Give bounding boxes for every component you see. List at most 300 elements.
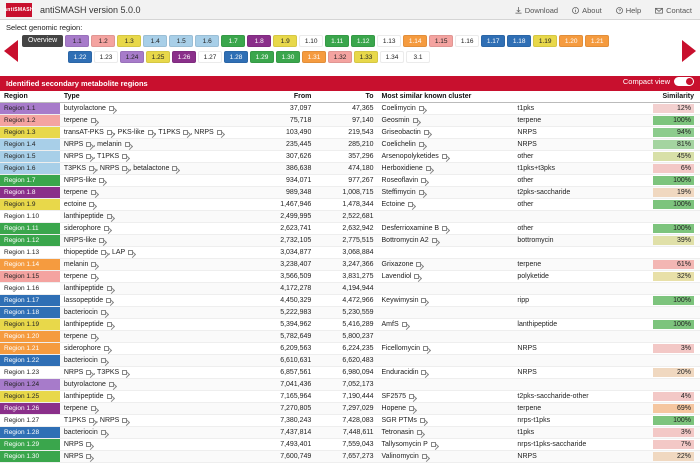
known-cluster-link[interactable]: Tallysomycin P bbox=[381, 441, 428, 448]
external-link-icon[interactable] bbox=[91, 274, 96, 279]
region-chip-1.28[interactable]: 1.28 bbox=[224, 51, 248, 63]
table-row[interactable] bbox=[0, 415, 700, 427]
region-chip-1.19[interactable]: 1.19 bbox=[533, 35, 557, 47]
from-cell: 5,394,962 bbox=[251, 319, 315, 331]
region-cell[interactable] bbox=[0, 307, 60, 319]
region-link-region-1.12[interactable]: Region 1.12 bbox=[0, 235, 60, 246]
region-cell[interactable] bbox=[0, 187, 60, 199]
similarity-cell bbox=[649, 451, 700, 463]
region-cell[interactable] bbox=[0, 415, 60, 427]
region-cell[interactable] bbox=[0, 379, 60, 391]
known-cluster-link[interactable]: Geosmin bbox=[381, 117, 410, 124]
region-link-region-1.7[interactable]: Region 1.7 bbox=[0, 175, 60, 186]
table-row[interactable] bbox=[0, 175, 700, 187]
to-cell: 1,478,344 bbox=[315, 199, 377, 211]
known-cluster-cell bbox=[378, 259, 514, 271]
region-link-region-1.6[interactable]: Region 1.6 bbox=[0, 163, 60, 174]
external-link-icon[interactable] bbox=[109, 382, 114, 387]
table-row[interactable] bbox=[0, 343, 700, 355]
to-cell: 6,224,235 bbox=[315, 343, 377, 355]
to-cell: 2,522,681 bbox=[315, 211, 377, 223]
previous-region-arrow[interactable] bbox=[4, 40, 18, 62]
region-chip-1.4[interactable]: 1.4 bbox=[143, 35, 167, 47]
region-chip-1.18[interactable]: 1.18 bbox=[507, 35, 531, 47]
nav-download[interactable] bbox=[515, 6, 558, 15]
region-chip-1.23[interactable]: 1.23 bbox=[94, 51, 118, 63]
external-link-icon[interactable] bbox=[413, 118, 418, 123]
external-link-icon[interactable] bbox=[148, 130, 153, 135]
type-cell bbox=[60, 115, 251, 127]
external-link-icon[interactable] bbox=[104, 346, 109, 351]
table-row[interactable] bbox=[0, 151, 700, 163]
from-cell: 6,610,631 bbox=[251, 355, 315, 367]
cluster-type-cell: NRPS bbox=[513, 451, 649, 463]
known-cluster-cell bbox=[378, 415, 514, 427]
known-cluster-link[interactable]: Griseobactin bbox=[381, 129, 421, 136]
external-link-icon[interactable] bbox=[172, 166, 177, 171]
external-link-icon[interactable] bbox=[442, 226, 447, 231]
to-cell: 357,296 bbox=[315, 151, 377, 163]
region-cell[interactable] bbox=[0, 259, 60, 271]
info-icon bbox=[572, 7, 579, 14]
external-link-icon[interactable] bbox=[89, 166, 94, 171]
table-row[interactable] bbox=[0, 211, 700, 223]
region-link-region-1.21[interactable]: Region 1.21 bbox=[0, 343, 60, 354]
region-link-region-1.25[interactable]: Region 1.25 bbox=[0, 391, 60, 402]
similarity-cell bbox=[649, 415, 700, 427]
region-chip-1.30[interactable]: 1.30 bbox=[276, 51, 300, 63]
table-row[interactable] bbox=[0, 307, 700, 319]
to-cell: 5,230,559 bbox=[315, 307, 377, 319]
type-cell bbox=[60, 295, 251, 307]
type-cell bbox=[60, 427, 251, 439]
region-cell[interactable] bbox=[0, 283, 60, 295]
similarity-cell bbox=[649, 235, 700, 247]
region-link-region-1.18[interactable]: Region 1.18 bbox=[0, 307, 60, 318]
external-link-icon[interactable] bbox=[107, 130, 112, 135]
region-chip-1.6[interactable]: 1.6 bbox=[195, 35, 219, 47]
external-link-icon[interactable] bbox=[91, 334, 96, 339]
table-row[interactable] bbox=[0, 139, 700, 151]
overview-button[interactable]: Overview bbox=[22, 35, 63, 47]
external-link-icon[interactable] bbox=[402, 322, 407, 327]
region-link-region-1.3[interactable]: Region 1.3 bbox=[0, 127, 60, 138]
region-chip-1.9[interactable]: 1.9 bbox=[273, 35, 297, 47]
similarity-cell bbox=[649, 103, 700, 115]
known-cluster-link[interactable]: Lavendiol bbox=[381, 273, 412, 280]
table-row[interactable] bbox=[0, 379, 700, 391]
region-chip-1.33[interactable]: 1.33 bbox=[354, 51, 378, 63]
compact-view-toggle[interactable] bbox=[674, 77, 694, 86]
similarity-badge: 3% bbox=[653, 428, 694, 437]
nav-help[interactable] bbox=[616, 6, 641, 15]
region-link-region-1.15[interactable]: Region 1.15 bbox=[0, 271, 60, 282]
known-cluster-cell bbox=[378, 379, 514, 391]
type-cell bbox=[60, 271, 251, 283]
external-link-icon[interactable] bbox=[91, 118, 96, 123]
external-link-icon[interactable] bbox=[421, 370, 426, 375]
cluster-type-cell: t1pks bbox=[513, 427, 649, 439]
region-chip-1.8[interactable]: 1.8 bbox=[247, 35, 271, 47]
external-link-icon[interactable] bbox=[86, 142, 91, 147]
region-chip-1.17[interactable]: 1.17 bbox=[481, 35, 505, 47]
region-chip-1.1[interactable]: 1.1 bbox=[65, 35, 89, 47]
known-cluster-link[interactable]: Hopene bbox=[381, 405, 407, 412]
table-row[interactable] bbox=[0, 391, 700, 403]
top-navigation bbox=[515, 0, 692, 20]
external-link-icon[interactable] bbox=[431, 442, 436, 447]
external-link-icon[interactable] bbox=[432, 238, 437, 243]
region-cell[interactable] bbox=[0, 175, 60, 187]
external-link-icon[interactable] bbox=[421, 298, 426, 303]
table-row[interactable] bbox=[0, 367, 700, 379]
external-link-icon[interactable] bbox=[408, 202, 413, 207]
table-row[interactable] bbox=[0, 187, 700, 199]
region-cell[interactable] bbox=[0, 127, 60, 139]
region-link-region-1.23[interactable]: Region 1.23 bbox=[0, 367, 60, 378]
region-chip-3.1[interactable]: 3.1 bbox=[406, 51, 430, 63]
type-cell bbox=[60, 391, 251, 403]
region-cell[interactable] bbox=[0, 103, 60, 115]
external-link-icon[interactable] bbox=[86, 442, 91, 447]
type-label: bacteriocin bbox=[63, 357, 98, 364]
region-cell[interactable] bbox=[0, 235, 60, 247]
region-chip-1.34[interactable]: 1.34 bbox=[380, 51, 404, 63]
cluster-type-cell: lanthipeptide bbox=[513, 319, 649, 331]
external-link-icon[interactable] bbox=[419, 142, 424, 147]
known-cluster-cell bbox=[378, 355, 514, 367]
external-link-icon[interactable] bbox=[104, 226, 109, 231]
region-chip-1.3[interactable]: 1.3 bbox=[117, 35, 141, 47]
table-row[interactable] bbox=[0, 319, 700, 331]
type-cell bbox=[60, 319, 251, 331]
region-cell[interactable] bbox=[0, 331, 60, 343]
table-row[interactable] bbox=[0, 115, 700, 127]
known-cluster-link[interactable]: Roseoflavin bbox=[381, 177, 419, 184]
nav-about[interactable] bbox=[572, 6, 602, 15]
to-cell: 3,831,275 bbox=[315, 271, 377, 283]
mail-icon bbox=[655, 7, 663, 14]
external-link-icon[interactable] bbox=[414, 274, 419, 279]
external-link-icon[interactable] bbox=[128, 250, 133, 255]
region-link-region-1.16[interactable]: Region 1.16 bbox=[0, 283, 60, 294]
region-cell[interactable] bbox=[0, 343, 60, 355]
header-type: Type bbox=[60, 91, 251, 103]
similarity-cell bbox=[649, 355, 700, 367]
table-row[interactable] bbox=[0, 403, 700, 415]
similarity-cell bbox=[649, 175, 700, 187]
type-cell bbox=[60, 235, 251, 247]
region-chip-1.25[interactable]: 1.25 bbox=[146, 51, 170, 63]
known-cluster-cell bbox=[378, 319, 514, 331]
external-link-icon[interactable] bbox=[91, 262, 96, 267]
table-row[interactable] bbox=[0, 271, 700, 283]
table-row[interactable] bbox=[0, 451, 700, 463]
region-select-label: Select genomic region: bbox=[6, 23, 83, 32]
region-chip-1.29[interactable]: 1.29 bbox=[250, 51, 274, 63]
type-cell bbox=[60, 187, 251, 199]
external-link-icon[interactable] bbox=[107, 286, 112, 291]
table-row[interactable] bbox=[0, 355, 700, 367]
region-chip-1.12[interactable]: 1.12 bbox=[351, 35, 375, 47]
region-cell[interactable] bbox=[0, 271, 60, 283]
region-cell[interactable] bbox=[0, 211, 60, 223]
cluster-type-cell: t1pks+t3pks bbox=[513, 163, 649, 175]
external-link-icon[interactable] bbox=[122, 166, 127, 171]
external-link-icon[interactable] bbox=[426, 166, 431, 171]
type-cell bbox=[60, 355, 251, 367]
known-cluster-link[interactable]: Ectoine bbox=[381, 201, 405, 208]
region-cell[interactable] bbox=[0, 151, 60, 163]
region-chip-1.24[interactable]: 1.24 bbox=[120, 51, 144, 63]
to-cell: 5,416,289 bbox=[315, 319, 377, 331]
region-chip-1.2[interactable]: 1.2 bbox=[91, 35, 115, 47]
table-row[interactable] bbox=[0, 103, 700, 115]
region-cell[interactable] bbox=[0, 391, 60, 403]
external-link-icon[interactable] bbox=[106, 298, 111, 303]
region-cell[interactable] bbox=[0, 295, 60, 307]
known-cluster-link[interactable]: Valinomycin bbox=[381, 453, 419, 460]
external-link-icon[interactable] bbox=[183, 130, 188, 135]
region-cell[interactable] bbox=[0, 199, 60, 211]
known-cluster-link[interactable]: Grixazone bbox=[381, 261, 414, 268]
external-link-icon[interactable] bbox=[89, 202, 94, 207]
region-link-region-1.5[interactable]: Region 1.5 bbox=[0, 151, 60, 162]
region-link-region-1.19[interactable]: Region 1.19 bbox=[0, 319, 60, 330]
known-cluster-cell bbox=[378, 283, 514, 295]
external-link-icon[interactable] bbox=[420, 418, 425, 423]
external-link-icon[interactable] bbox=[423, 346, 428, 351]
nav-contact[interactable] bbox=[655, 6, 692, 15]
known-cluster-link[interactable]: Desferrioxamine B bbox=[381, 225, 440, 232]
region-cell[interactable] bbox=[0, 247, 60, 259]
region-link-region-1.26[interactable]: Region 1.26 bbox=[0, 403, 60, 414]
antismash-logo[interactable]: antiSMASH bbox=[6, 3, 32, 17]
region-link-region-1.9[interactable]: Region 1.9 bbox=[0, 199, 60, 210]
similarity-badge: 100% bbox=[653, 116, 694, 125]
similarity-badge: 81% bbox=[653, 140, 694, 149]
region-cell[interactable] bbox=[0, 403, 60, 415]
to-cell: 7,559,043 bbox=[315, 439, 377, 451]
type-label: NRPS bbox=[63, 153, 84, 160]
region-chip-1.32[interactable]: 1.32 bbox=[328, 51, 352, 63]
region-link-region-1.8[interactable]: Region 1.8 bbox=[0, 187, 60, 198]
known-cluster-link[interactable]: Coelichelin bbox=[381, 141, 416, 148]
region-chip-1.13[interactable]: 1.13 bbox=[377, 35, 401, 47]
external-link-icon[interactable] bbox=[91, 406, 96, 411]
region-chip-1.7[interactable]: 1.7 bbox=[221, 35, 245, 47]
external-link-icon[interactable] bbox=[424, 130, 429, 135]
type-label: T3PKS bbox=[63, 165, 87, 172]
known-cluster-link[interactable]: Ficellomycin bbox=[381, 345, 421, 352]
type-label: butyrolactone bbox=[63, 381, 106, 388]
similarity-cell bbox=[649, 295, 700, 307]
similarity-cell bbox=[649, 427, 700, 439]
external-link-icon[interactable] bbox=[107, 394, 112, 399]
table-row[interactable] bbox=[0, 295, 700, 307]
cluster-type-cell bbox=[513, 331, 649, 343]
known-cluster-link[interactable]: Coelimycin bbox=[381, 105, 416, 112]
known-cluster-link[interactable]: Keywimysin bbox=[381, 297, 419, 304]
from-cell: 2,732,105 bbox=[251, 235, 315, 247]
known-cluster-link[interactable]: Arsenopolyketides bbox=[381, 153, 439, 160]
table-row[interactable] bbox=[0, 439, 700, 451]
region-chip-1.14[interactable]: 1.14 bbox=[403, 35, 427, 47]
known-cluster-link[interactable]: SF2575 bbox=[381, 393, 407, 400]
region-chip-1.26[interactable]: 1.26 bbox=[172, 51, 196, 63]
region-cell[interactable] bbox=[0, 427, 60, 439]
similarity-badge: 12% bbox=[653, 104, 694, 113]
similarity-badge: 100% bbox=[653, 296, 694, 305]
known-cluster-link[interactable]: Enduracidin bbox=[381, 369, 419, 376]
external-link-icon[interactable] bbox=[421, 178, 426, 183]
region-cell[interactable] bbox=[0, 451, 60, 463]
similarity-badge: 39% bbox=[653, 236, 694, 245]
region-chip-1.16[interactable]: 1.16 bbox=[455, 35, 479, 47]
known-cluster-cell bbox=[378, 367, 514, 379]
region-cell[interactable] bbox=[0, 439, 60, 451]
region-link-region-1.10[interactable]: Region 1.10 bbox=[0, 211, 60, 222]
region-cell[interactable] bbox=[0, 319, 60, 331]
nav-about-label: About bbox=[582, 5, 602, 15]
external-link-icon[interactable] bbox=[99, 178, 104, 183]
region-chip-1.21[interactable]: 1.21 bbox=[585, 35, 609, 47]
similarity-cell bbox=[649, 331, 700, 343]
region-link-region-1.2[interactable]: Region 1.2 bbox=[0, 115, 60, 126]
type-label: terpene bbox=[63, 333, 88, 340]
type-label: betalactone bbox=[133, 165, 170, 172]
known-cluster-cell bbox=[378, 235, 514, 247]
external-link-icon[interactable] bbox=[107, 214, 112, 219]
external-link-icon[interactable] bbox=[419, 190, 424, 195]
known-cluster-cell bbox=[378, 331, 514, 343]
external-link-icon[interactable] bbox=[442, 154, 447, 159]
table-row[interactable] bbox=[0, 199, 700, 211]
known-cluster-cell bbox=[378, 211, 514, 223]
type-label: terpene bbox=[63, 405, 88, 412]
external-link-icon[interactable] bbox=[89, 418, 94, 423]
to-cell: 7,448,611 bbox=[315, 427, 377, 439]
external-link-icon[interactable] bbox=[419, 106, 424, 111]
external-link-icon[interactable] bbox=[101, 430, 106, 435]
table-row[interactable] bbox=[0, 223, 700, 235]
region-cell[interactable] bbox=[0, 139, 60, 151]
region-chip-1.5[interactable]: 1.5 bbox=[169, 35, 193, 47]
next-region-arrow[interactable] bbox=[682, 40, 696, 62]
cluster-type-cell: terpene bbox=[513, 403, 649, 415]
external-link-icon[interactable] bbox=[91, 190, 96, 195]
external-link-icon[interactable] bbox=[122, 418, 127, 423]
table-row[interactable] bbox=[0, 283, 700, 295]
region-cell[interactable] bbox=[0, 223, 60, 235]
region-link-region-1.27[interactable]: Region 1.27 bbox=[0, 415, 60, 426]
region-link-region-1.1[interactable]: Region 1.1 bbox=[0, 103, 60, 114]
external-link-icon[interactable] bbox=[107, 322, 112, 327]
type-label: melanin bbox=[97, 141, 122, 148]
external-link-icon[interactable] bbox=[86, 454, 91, 459]
type-label: T1PKS bbox=[158, 129, 181, 136]
region-link-region-1.22[interactable]: Region 1.22 bbox=[0, 355, 60, 366]
table-row[interactable] bbox=[0, 247, 700, 259]
region-chip-1.27[interactable]: 1.27 bbox=[198, 51, 222, 63]
region-link-region-1.28[interactable]: Region 1.28 bbox=[0, 427, 60, 438]
table-row[interactable] bbox=[0, 427, 700, 439]
external-link-icon[interactable] bbox=[101, 310, 106, 315]
region-link-region-1.14[interactable]: Region 1.14 bbox=[0, 259, 60, 270]
known-cluster-link[interactable]: Herboxidiene bbox=[381, 165, 423, 172]
type-label: lassopeptide bbox=[63, 297, 104, 304]
external-link-icon[interactable] bbox=[109, 106, 114, 111]
table-row[interactable] bbox=[0, 127, 700, 139]
region-link-region-1.11[interactable]: Region 1.11 bbox=[0, 223, 60, 234]
external-link-icon[interactable] bbox=[101, 250, 106, 255]
known-cluster-link[interactable]: Bottromycin A2 bbox=[381, 237, 429, 244]
external-link-icon[interactable] bbox=[122, 154, 127, 159]
external-link-icon[interactable] bbox=[217, 130, 222, 135]
known-cluster-cell bbox=[378, 139, 514, 151]
external-link-icon[interactable] bbox=[409, 406, 414, 411]
region-chip-1.31[interactable]: 1.31 bbox=[302, 51, 326, 63]
known-cluster-cell bbox=[378, 427, 514, 439]
region-chip-1.22[interactable]: 1.22 bbox=[68, 51, 92, 63]
region-link-region-1.17[interactable]: Region 1.17 bbox=[0, 295, 60, 306]
type-cell: transAT-PKS , PKS-like , T1PKS , NRPS bbox=[60, 127, 251, 139]
region-cell[interactable] bbox=[0, 355, 60, 367]
known-cluster-cell bbox=[378, 151, 514, 163]
region-chip-1.10[interactable]: 1.10 bbox=[299, 35, 323, 47]
similarity-badge: 100% bbox=[653, 416, 694, 425]
to-cell: 7,428,083 bbox=[315, 415, 377, 427]
to-cell: 219,543 bbox=[315, 127, 377, 139]
region-link-region-1.30[interactable]: Region 1.30 bbox=[0, 451, 60, 462]
type-label: NRPS bbox=[99, 165, 120, 172]
known-cluster-cell bbox=[378, 199, 514, 211]
table-row[interactable] bbox=[0, 259, 700, 271]
region-chip-1.20[interactable]: 1.20 bbox=[559, 35, 583, 47]
known-cluster-link[interactable]: Tetronasin bbox=[381, 429, 414, 436]
region-link-region-1.29[interactable]: Region 1.29 bbox=[0, 439, 60, 450]
region-link-region-1.4[interactable]: Region 1.4 bbox=[0, 139, 60, 150]
region-cell[interactable] bbox=[0, 115, 60, 127]
external-link-icon[interactable] bbox=[417, 430, 422, 435]
external-link-icon[interactable] bbox=[409, 394, 414, 399]
cluster-type-cell: t2pks-saccharide-other bbox=[513, 391, 649, 403]
known-cluster-link[interactable]: SGR PTMs bbox=[381, 417, 417, 424]
table-row[interactable] bbox=[0, 235, 700, 247]
region-link-region-1.13[interactable]: Region 1.13 bbox=[0, 247, 60, 258]
region-chip-1.11[interactable]: 1.11 bbox=[325, 35, 349, 47]
known-cluster-link[interactable]: AmfS bbox=[381, 321, 399, 328]
external-link-icon[interactable] bbox=[125, 142, 130, 147]
external-link-icon[interactable] bbox=[86, 370, 91, 375]
compact-view-control[interactable] bbox=[623, 77, 694, 86]
region-selector bbox=[0, 34, 700, 76]
region-chip-1.15[interactable]: 1.15 bbox=[429, 35, 453, 47]
region-link-region-1.20[interactable]: Region 1.20 bbox=[0, 331, 60, 342]
table-row[interactable] bbox=[0, 331, 700, 343]
region-cell[interactable] bbox=[0, 163, 60, 175]
external-link-icon[interactable] bbox=[122, 370, 127, 375]
external-link-icon[interactable] bbox=[422, 454, 427, 459]
region-cell[interactable] bbox=[0, 367, 60, 379]
external-link-icon[interactable] bbox=[416, 262, 421, 267]
region-link-region-1.24[interactable]: Region 1.24 bbox=[0, 379, 60, 390]
external-link-icon[interactable] bbox=[99, 238, 104, 243]
table-row[interactable] bbox=[0, 163, 700, 175]
external-link-icon[interactable] bbox=[86, 154, 91, 159]
known-cluster-link[interactable]: Steffimycin bbox=[381, 189, 416, 196]
external-link-icon[interactable] bbox=[101, 358, 106, 363]
